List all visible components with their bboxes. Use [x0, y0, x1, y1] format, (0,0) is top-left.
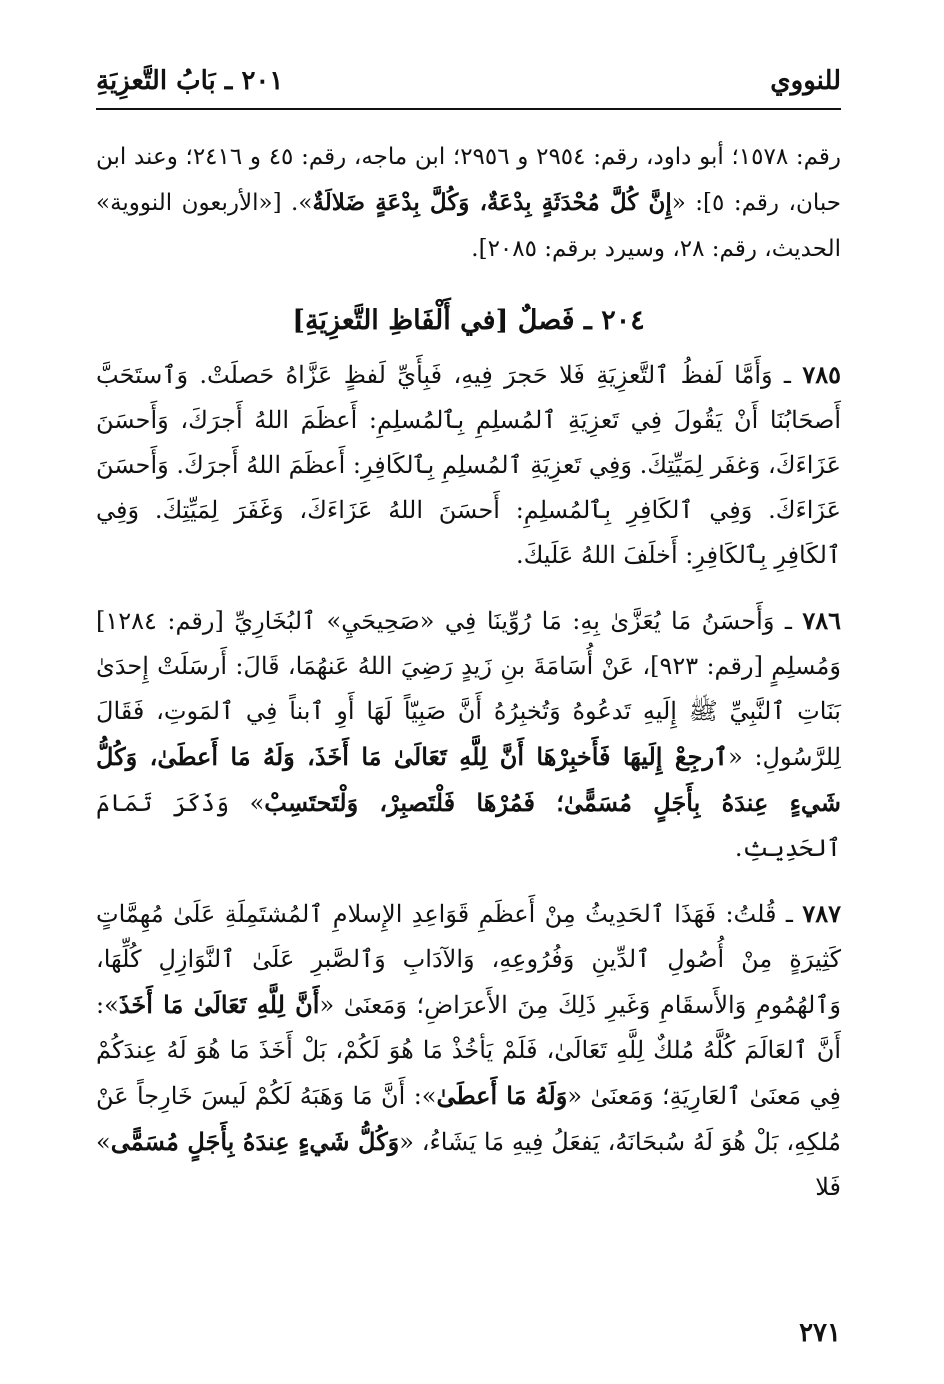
hadith-quote: ٱرجِعْ إِلَيهَا فَأَخبِرْهَا أَنَّ لِلَّهِ تَعَالَىٰ مَا أَخَذَ، وَلَهُ مَا أَعطَىٰ، وَكُلُّ شَيءٍ عِندَهُ بِأَجَلٍ مُسَمًّىٰ؛ فَمُرْهَا فَلْتَصبِرْ، وَلْتَحتَسِبْ: [96, 742, 841, 817]
paragraph-785: [96, 352, 841, 578]
paragraph-text: ـ وَأَمَّا لَفظُ ٱلتَّعزِيَةِ فَلا حَجرَ فِيهِ، فَبِأَيِّ لَفظٍ عَزَّاهُ حَصلَتْ. وَٱستَحَبَّ أَصحَابُنَا أَنْ يَقُولَ فِي تَعزِيَةِ ٱلمُسلِمِ بِٱلمُسلِمِ: أَعظَمَ اللهُ أَجرَكَ، وَأَحسَنَ عَزَاءَكَ، وَغفَر لِمَيِّتِكَ. وَفِي تَعزِيَةِ ٱلمُسلِمِ بِٱلكَافِرِ: أَعظَمَ اللهُ أَجرَكَ. وَأَحسَنَ عَزَاءَكَ. وَفِي ٱلكَافِرِ بِٱلمُسلِمِ: أَحسَنَ اللهُ عَزَاءَكَ، وَغَفَرَ لِمَيِّتِكَ. وَفِي ٱلكَافِرِ بِٱلكَافِرِ: أَخلَفَ اللهُ عَلَيكَ.: [96, 361, 841, 569]
page-header: [96, 58, 841, 110]
paragraph-text: » وَذَكَرَ تَمَامَ ٱلحَدِيثِ.: [96, 789, 841, 862]
paragraph-text: »: أَنَّ مَا وَهَبَهُ لَكُمْ لَيسَ خَارِجاً عَنْ مُلكِهِ، بَلْ هُوَ لَهُ سُبحَانَهُ، يَفعَلُ فِيهِ مَا يَشَاءُ، «: [96, 1082, 841, 1156]
footnote-hadith-quote: إِنَّ كُلَّ مُحْدَثَةٍ بِدْعَةٌ، وَكُلَّ بِدْعَةٍ ضَلالَةٌ: [312, 189, 672, 216]
paragraph-787: [96, 891, 841, 1210]
footnote-text: رقم: ١٥٧٨؛ أبو داود، رقم: ٢٩٥٤ و ٢٩٥٦؛ ابن ماجه، رقم: ٤٥ و ٢٤١٦؛ وعند ابن حبان، رقم: ٥]: «: [96, 144, 842, 216]
footnote-text: ». [«الأربعون النووية» الحديث، رقم: ٢٨، وسيرد برقم: ٢٠٨٥].: [96, 190, 841, 262]
paragraph-number: ٧٨٥: [802, 360, 841, 389]
header-running-title: ٢٠١ ـ بَابُ التَّعزِيَةِ: [96, 66, 284, 96]
paragraph-text: »: أَنَّ ٱلعَالَمَ كُلَّهُ مُلكٌ لِلَّهِ تَعَالَىٰ، فَلَمْ يَأخُذْ مَا هُوَ لَكُمْ، بَلْ أَخَذَ مَا هُوَ لَهُ عِندَكُمْ فِي مَعنَىٰ ٱلعَارِيَةِ؛ وَمَعنَىٰ «: [96, 991, 842, 1110]
page-number: ٢٧١: [799, 1318, 841, 1348]
paragraph-786: [96, 598, 841, 871]
hadith-quote: أَنَّ لِلَّهِ تَعَالَىٰ مَا أَخَذَ: [118, 990, 320, 1019]
hadith-quote: وَكُلُّ شَيءٍ عِندَهُ بِأَجَلٍ مُسَمًّى: [110, 1127, 400, 1156]
paragraph-text: ـ وَأَحسَنُ مَا يُعَزَّىٰ بِهِ: مَا رُوِّينَا فِي «صَحِيحَيِ» ٱلبُخَارِيِّ [رقم: ١٢٨٤] وَمُسلِمٍ [رقم: ٩٢٣]، عَنْ أُسَامَةَ بنِ زَيدٍ رَضِيَ اللهُ عَنهُمَا، قَالَ: أَرسَلَتْ إِحدَىٰ بَنَاتِ ٱلنَّبِيِّ ﷺ إِلَيهِ تَدعُوهُ وَتُخبِرُهُ أَنَّ صَبِيّاً لَهَا أَوِ ٱبناً فِي ٱلمَوتِ، فَقَالَ لِلرَّسُولِ: «: [96, 607, 842, 771]
hadith-quote: وَلَهُ مَا أَعطَىٰ: [436, 1081, 568, 1110]
footnote-reference: [96, 134, 841, 272]
book-page: [96, 58, 841, 1348]
header-author: للنووي: [770, 66, 841, 96]
paragraph-number: ٧٨٧: [802, 899, 841, 928]
section-title: ٢٠٤ ـ فَصلٌ [في أَلْفَاظِ التَّعزِيَةِ]: [292, 305, 645, 336]
paragraph-text: » فَلا: [96, 1128, 841, 1201]
paragraph-number: ٧٨٦: [802, 606, 841, 635]
paragraph-text: ـ قُلتُ: فَهَذَا ٱلحَدِيثُ مِنْ أَعظَمِ قَوَاعِدِ الإِسلامِ ٱلمُشتَمِلَةِ عَلَىٰ مُهِمَّاتٍ كَثِيرَةٍ مِنْ أُصُولِ ٱلدِّينِ وَفُرُوعِهِ، وَالآدَابِ وَٱلصَّبرِ عَلَىٰ ٱلنَّوَازِلِ كُلِّهَا، وَٱلهُمُومِ وَالأَسقَامِ وَغَيرِ ذَلِكَ مِنَ الأَعرَاضِ؛ وَمَعنَىٰ «: [96, 900, 842, 1019]
